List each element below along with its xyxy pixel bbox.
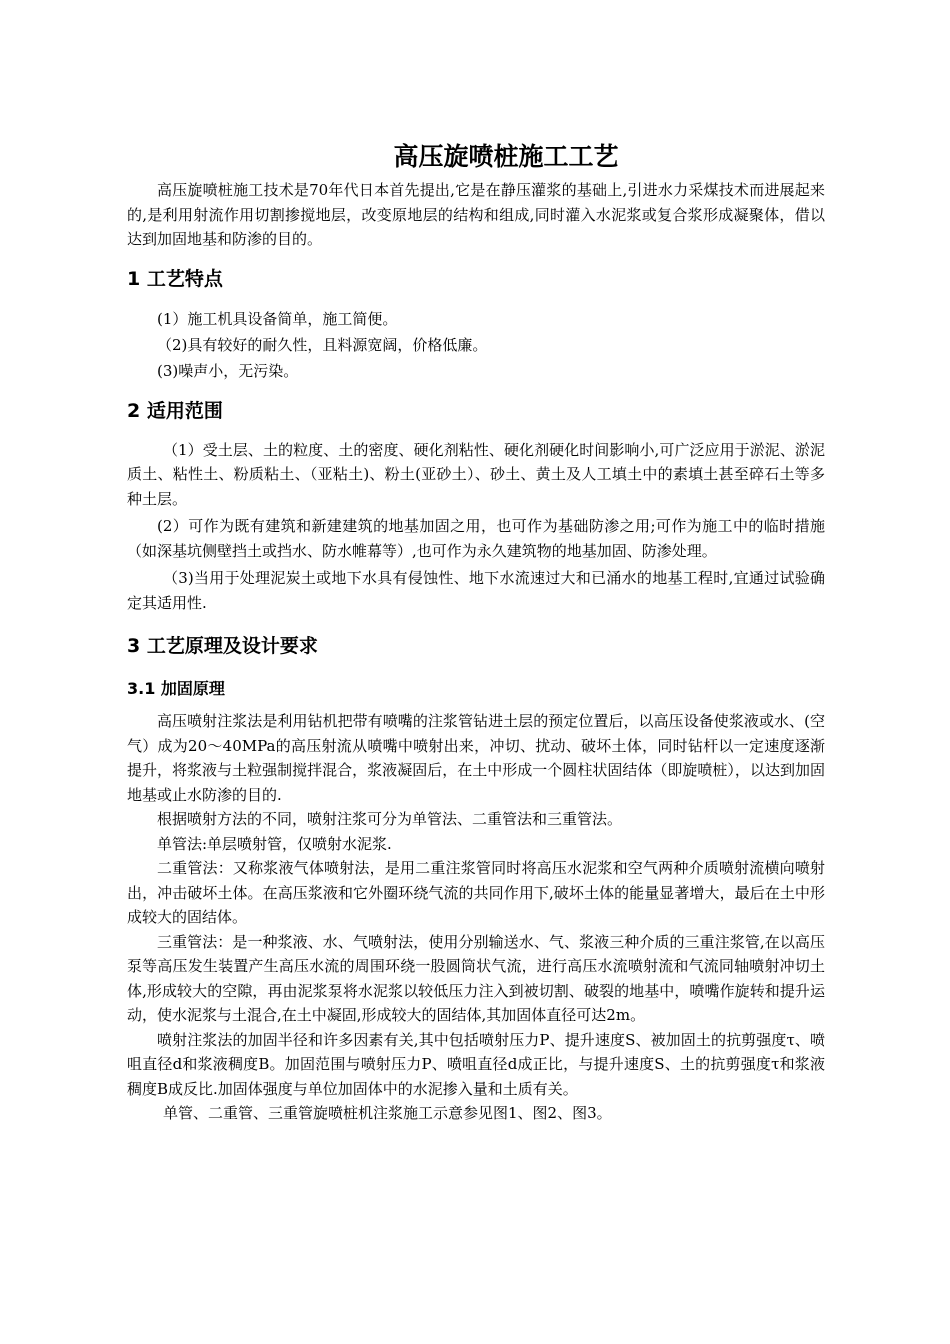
document-page <box>127 140 825 1126</box>
paragraph: 根据喷射方法的不同，喷射注浆可分为单管法、二重管法和三重管法。 <box>157 810 623 828</box>
intro-paragraph: 高压旋喷桩施工技术是70年代日本首先提出,它是在静压灌浆的基础上,引进水力采煤技术而进展起来的,是利用射流作用切割掺搅地层，改变原地层的结构和组成,同时灌入水泥浆或复合浆形成凝聚体，借以达到加固地基和防渗的目的。 <box>127 181 825 248</box>
list-item: (3)噪声小，无污染。 <box>157 361 299 380</box>
paragraph: (2）可作为既有建筑和新建建筑的地基加固之用，也可作为基础防渗之用;可作为施工中的临时措施（如深基坑侧壁挡土或挡水、防水帷幕等）,也可作为永久建筑物的地基加固、防渗处理。 <box>127 517 825 560</box>
subsection-heading-3-1: 3.1 加固原理 <box>127 679 225 698</box>
list-item: （2)具有较好的耐久性，且料源宽阔，价格低廉。 <box>157 335 488 354</box>
section-1-list <box>127 306 825 384</box>
paragraph: 单管法:单层喷射管，仅喷射水泥浆. <box>157 834 392 853</box>
paragraph: 单管、二重管、三重管旋喷桩机注浆施工示意参见图1、图2、图3。 <box>163 1104 612 1122</box>
paragraph: 高压喷射注浆法是利用钻机把带有喷嘴的注浆管钻进土层的预定位置后，以高压设备使浆液或水、(空气）成为20～40MPa的高压射流从喷嘴中喷射出来，冲切、扰动、破坏土体，同时钻杆以一定速度逐渐提升，将浆液与土粒强制搅拌混合，浆液凝固后，在土中形成一个圆柱状固结体（即旋喷桩），以达到加固地基或止水防渗的目的. <box>127 712 825 804</box>
section-heading-2: 2 适用范围 <box>127 399 223 422</box>
list-item: (1）施工机具设备简单，施工简便。 <box>157 309 398 328</box>
document-title: 高压旋喷桩施工工艺 <box>393 142 619 171</box>
paragraph: 喷射注浆法的加固半径和许多因素有关,其中包括喷射压力P、提升速度S、被加固土的抗剪强度τ、喷咀直径d和浆液稠度B。加固范围与喷射压力P、喷咀直径d成正比，与提升速度S、土的抗剪强度τ和浆液稠度B成反比.加固体强度与单位加固体中的水泥掺入量和土质有关。 <box>127 1030 825 1098</box>
paragraph: （3)当用于处理泥炭土或地下水具有侵蚀性、地下水流速过大和已涌水的地基工程时,宜通过试验确定其适用性. <box>127 569 825 612</box>
section-heading-1: 1 工艺特点 <box>127 267 223 290</box>
paragraph: 二重管法：又称浆液气体喷射法，是用二重注浆管同时将高压水泥浆和空气两种介质喷射流横向喷射出，冲击破坏土体。在高压浆液和它外圈环绕气流的共同作用下,破坏土体的能量显著增大，最后在土中形成较大的固结体。 <box>127 859 825 926</box>
paragraph: 三重管法：是一种浆液、水、气喷射法，使用分别输送水、气、浆液三种介质的三重注浆管,在以高压泵等高压发生装置产生高压水流的周围环绕一股圆筒状气流，进行高压水流喷射流和气流同轴喷射冲切土体,形成较大的空隙，再由泥浆泵将水泥浆以较低压力注入到被切割、破裂的地基中，喷嘴作旋转和提升运动，使水泥浆与土混合,在土中凝固,形成较大的固结体,其加固体直径可达2m。 <box>127 932 825 1024</box>
section-heading-3: 3 工艺原理及设计要求 <box>127 635 318 657</box>
paragraph: （1）受土层、土的粒度、土的密度、硬化剂粘性、硬化剂硬化时间影响小,可广泛应用于淤泥、淤泥质土、粘性土、粉质粘土、（亚粘土)、粉土(亚砂土）、砂土、黄土及人工填土中的素填土甚至碎石土等多种土层。 <box>127 440 825 508</box>
